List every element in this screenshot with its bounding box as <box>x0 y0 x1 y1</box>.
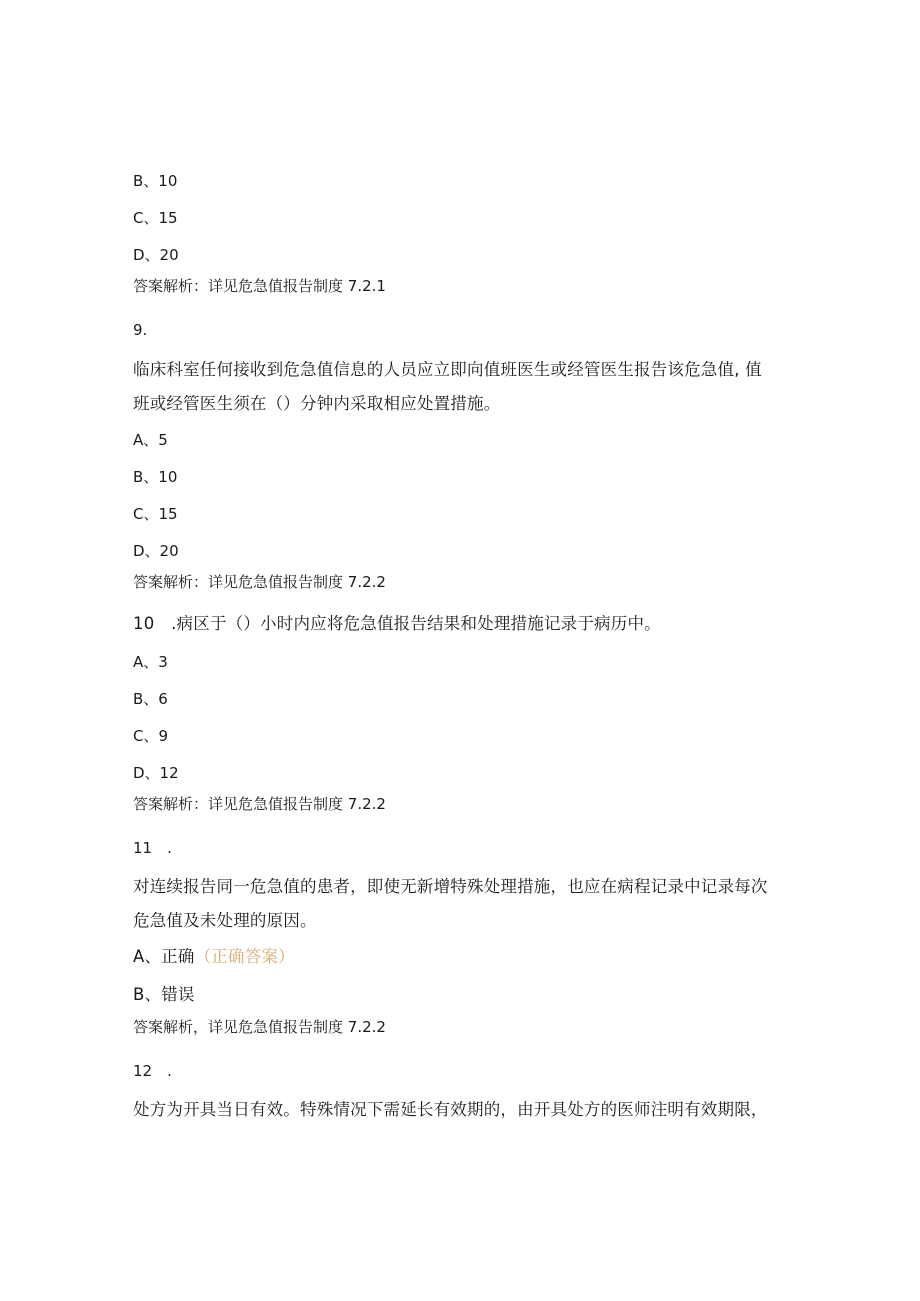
correct-answer-marker: （正确答案） <box>194 947 295 966</box>
option-d-q10: D、12 <box>133 764 179 782</box>
question-stem-9-line1: 临床科室任何接收到危急值信息的人员应立即向值班医生或经管医生报告该危急值, 值 <box>133 360 762 379</box>
question-number-9: 9. <box>133 321 148 339</box>
question-number-12: 12 . <box>133 1062 172 1080</box>
option-a-q11 <box>133 947 295 967</box>
question-stem-9-line2: 班或经管医生须在（）分钟内采取相应处置措施。 <box>133 394 501 413</box>
question-number-11: 11 . <box>133 839 172 857</box>
option-b-q9: B、10 <box>133 468 178 486</box>
option-c-q8: C、15 <box>133 209 178 227</box>
answer-explanation-q10: 答案解析：详见危急值报告制度 7.2.2 <box>133 795 386 813</box>
option-b-q10: B、6 <box>133 690 168 708</box>
question-stem-10: 10 .病区于（）小时内应将危急值报告结果和处理措施记录于病历中。 <box>133 614 661 633</box>
option-d-q9: D、20 <box>133 542 179 560</box>
option-c-q10: C、9 <box>133 727 169 745</box>
option-a-q11-label: A、正确 <box>133 947 195 966</box>
option-c-q9: C、15 <box>133 505 178 523</box>
question-stem-12-line1: 处方为开具当日有效。特殊情况下需延长有效期的，由开具处方的医师注明有效期限， <box>133 1100 768 1119</box>
option-a-q10: A、3 <box>133 653 168 671</box>
question-stem-11-line1: 对连续报告同一危急值的患者，即使无新增特殊处理措施，也应在病程记录中记录每次 <box>133 877 768 896</box>
question-stem-11-line2: 危急值及未处理的原因。 <box>133 911 317 930</box>
option-d-q8: D、20 <box>133 246 179 264</box>
answer-explanation-q11: 答案解析，详见危急值报告制度 7.2.2 <box>133 1018 386 1036</box>
option-b-q8: B、10 <box>133 172 178 190</box>
option-a-q9: A、5 <box>133 431 168 449</box>
answer-explanation-q9: 答案解析：详见危急值报告制度 7.2.2 <box>133 573 386 591</box>
answer-explanation-q8: 答案解析：详见危急值报告制度 7.2.1 <box>133 277 386 295</box>
option-b-q11: B、错误 <box>133 985 195 1004</box>
